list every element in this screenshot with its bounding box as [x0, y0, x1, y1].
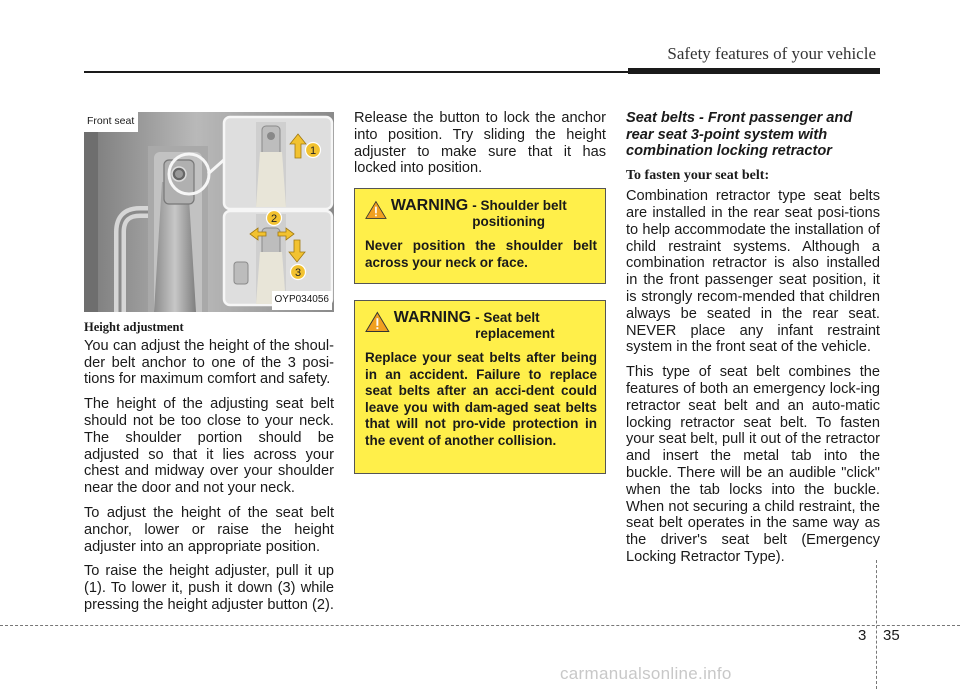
warning-header	[365, 197, 597, 230]
header-title: Safety features of your vehicle	[667, 44, 876, 63]
paragraph: The height of the adjusting seat belt should not be too close to your neck. The shoulder portion should be adjusted so that it lies across your chest and midway over your shoulder near the door and not your neck.	[84, 396, 334, 497]
figure-code: OYP034056	[272, 291, 333, 310]
callout-2	[267, 211, 282, 226]
figure-label: Front seat	[84, 112, 138, 132]
middle-column	[354, 110, 606, 185]
figure-caption: Height adjustment	[84, 320, 184, 334]
footer-rule	[0, 625, 960, 626]
header-rule-accent	[628, 68, 880, 74]
warning-word: WARNING	[393, 309, 472, 326]
svg-text:1: 1	[309, 145, 317, 157]
svg-text:2: 2	[270, 213, 278, 225]
footer-divider	[876, 560, 877, 689]
paragraph: To raise the height adjuster, pull it up (1). To lower it, push it down (3) while pressing the height adjuster button (2).	[84, 563, 334, 613]
callout-3	[291, 265, 306, 280]
subsection-title: To fasten your seat belt:	[626, 167, 770, 183]
warning-subtitle: - Shoulder belt positioning	[472, 198, 567, 229]
warning-box-seat-belt-replacement	[354, 300, 606, 474]
svg-text:3: 3	[294, 267, 302, 279]
warning-body: Replace your seat belts after being in an accident. Failure to replace seat belts after an acci-dent could leave you with dam-aged seat belts that will not pro-vide protection in the event of another collision.	[365, 350, 597, 448]
paragraph: Release the button to lock the anchor into position. Try sliding the height adjuster to make sure that it has locked into position.	[354, 110, 606, 177]
warning-triangle-icon	[365, 199, 387, 221]
warning-triangle-icon	[365, 311, 390, 333]
warning-header	[365, 309, 597, 342]
watermark: carmanualsonline.info	[560, 664, 732, 683]
warning-word: WARNING	[390, 197, 469, 214]
warning-box-shoulder-belt	[354, 188, 606, 284]
paragraph: You can adjust the height of the shoul-der belt anchor to one of the 3 posi-tions for maximum comfort and safety.	[84, 337, 334, 388]
paragraph: To adjust the height of the seat belt anchor, lower or raise the height adjuster into an appropriate position.	[84, 504, 334, 555]
paragraph: Combination retractor type seat belts are installed in the rear seat posi-tions to help accommodate the installation of child restraint systems. Although a combination retractor is also installed in the front passenger seat position, it is strongly recom-mended that children always be seated in the rear seat. NEVER place any infant restraint system in the front seat of the vehicle.	[626, 188, 880, 356]
seat-belt-illustration	[84, 112, 334, 312]
section-title: Seat belts - Front passenger and rear seat 3-point system with combination locking retractor	[626, 110, 853, 159]
paragraph: This type of seat belt combines the features of both an emergency lock-ing retractor seat belt and an auto-matic locking retractor seat belt. To fasten your seat belt, pull it out of the retractor and insert the metal tab into the buckle. There will be an audible "click" when the tab locks into the buckle. When not securing a child restraint, the seat belt operates in the same way as the driver's seat belt (Emergency Locking Retractor Type).	[626, 364, 880, 566]
right-column	[626, 110, 880, 574]
page-number: 35	[883, 627, 900, 644]
chapter-number: 3	[858, 627, 867, 644]
warning-body: Never position the shoulder belt across your neck or face.	[365, 238, 597, 270]
seat-belt-figure	[84, 112, 334, 312]
left-column	[84, 110, 334, 622]
callout-1	[306, 143, 321, 158]
warning-subtitle: - Seat belt replacement	[475, 310, 555, 341]
